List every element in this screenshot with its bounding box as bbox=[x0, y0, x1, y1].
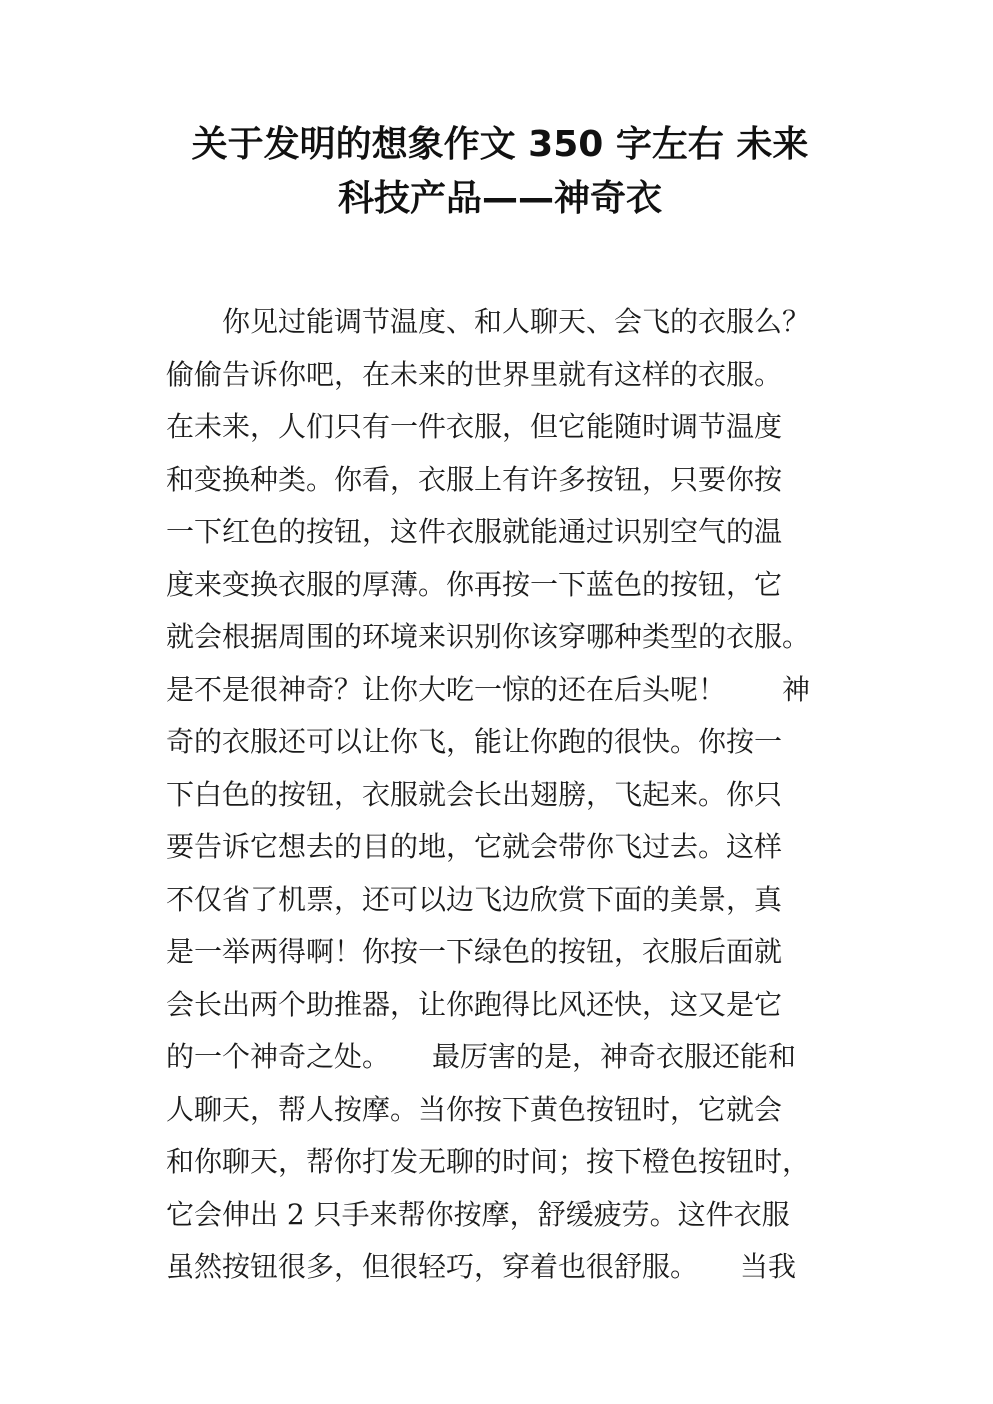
body-line: 你见过能调节温度、和人聊天、会飞的衣服么？ bbox=[166, 305, 811, 338]
body-line: 一下红色的按钮，这件衣服就能通过识别空气的温 bbox=[166, 515, 783, 548]
body-line: 人聊天，帮人按摩。当你按下黄色按钮时，它就会 bbox=[166, 1092, 783, 1126]
body-line: 会长出两个助推器，让你跑得比风还快，这又是它 bbox=[166, 987, 783, 1021]
body-line: 在未来，人们只有一件衣服，但它能随时调节温度 bbox=[166, 410, 783, 443]
body-line: 不仅省了机票，还可以边飞边欣赏下面的美景，真 bbox=[166, 882, 783, 916]
body-line: 和你聊天，帮你打发无聊的时间；按下橙色按钮时， bbox=[166, 1145, 811, 1178]
body-line: 是不是很神奇？让你大吃一惊的还在后头呢！ 神 bbox=[166, 672, 811, 706]
body-line: 它会伸出 2 只手来帮你按摩，舒缓疲劳。这件衣服 bbox=[166, 1197, 790, 1231]
body-line: 下白色的按钮，衣服就会长出翅膀，飞起来。你只 bbox=[166, 777, 783, 811]
body-line: 奇的衣服还可以让你飞，能让你跑的很快。你按一 bbox=[166, 725, 783, 758]
body-line: 的一个神奇之处。 最厉害的是，神奇衣服还能和 bbox=[166, 1040, 797, 1073]
body-line: 偷偷告诉你吧，在未来的世界里就有这样的衣服。 bbox=[166, 357, 783, 391]
body-line: 虽然按钮很多，但很轻巧，穿着也很舒服。 当我 bbox=[166, 1250, 797, 1283]
body-line: 是一举两得啊！你按一下绿色的按钮，衣服后面就 bbox=[166, 935, 783, 968]
essay-body bbox=[166, 296, 856, 1294]
body-line: 要告诉它想去的目的地，它就会带你飞过去。这样 bbox=[166, 830, 783, 863]
title-line-2: 科技产品——神奇衣 bbox=[337, 178, 662, 219]
title-line-1: 关于发明的想象作文 350 字左右 未来 bbox=[191, 124, 809, 165]
body-line: 度来变换衣服的厚薄。你再按一下蓝色的按钮，它 bbox=[166, 567, 783, 601]
body-line: 和变换种类。你看，衣服上有许多按钮，只要你按 bbox=[166, 462, 783, 496]
document-title bbox=[160, 118, 840, 226]
body-line: 就会根据周围的环境来识别你该穿哪种类型的衣服。 bbox=[166, 620, 811, 653]
